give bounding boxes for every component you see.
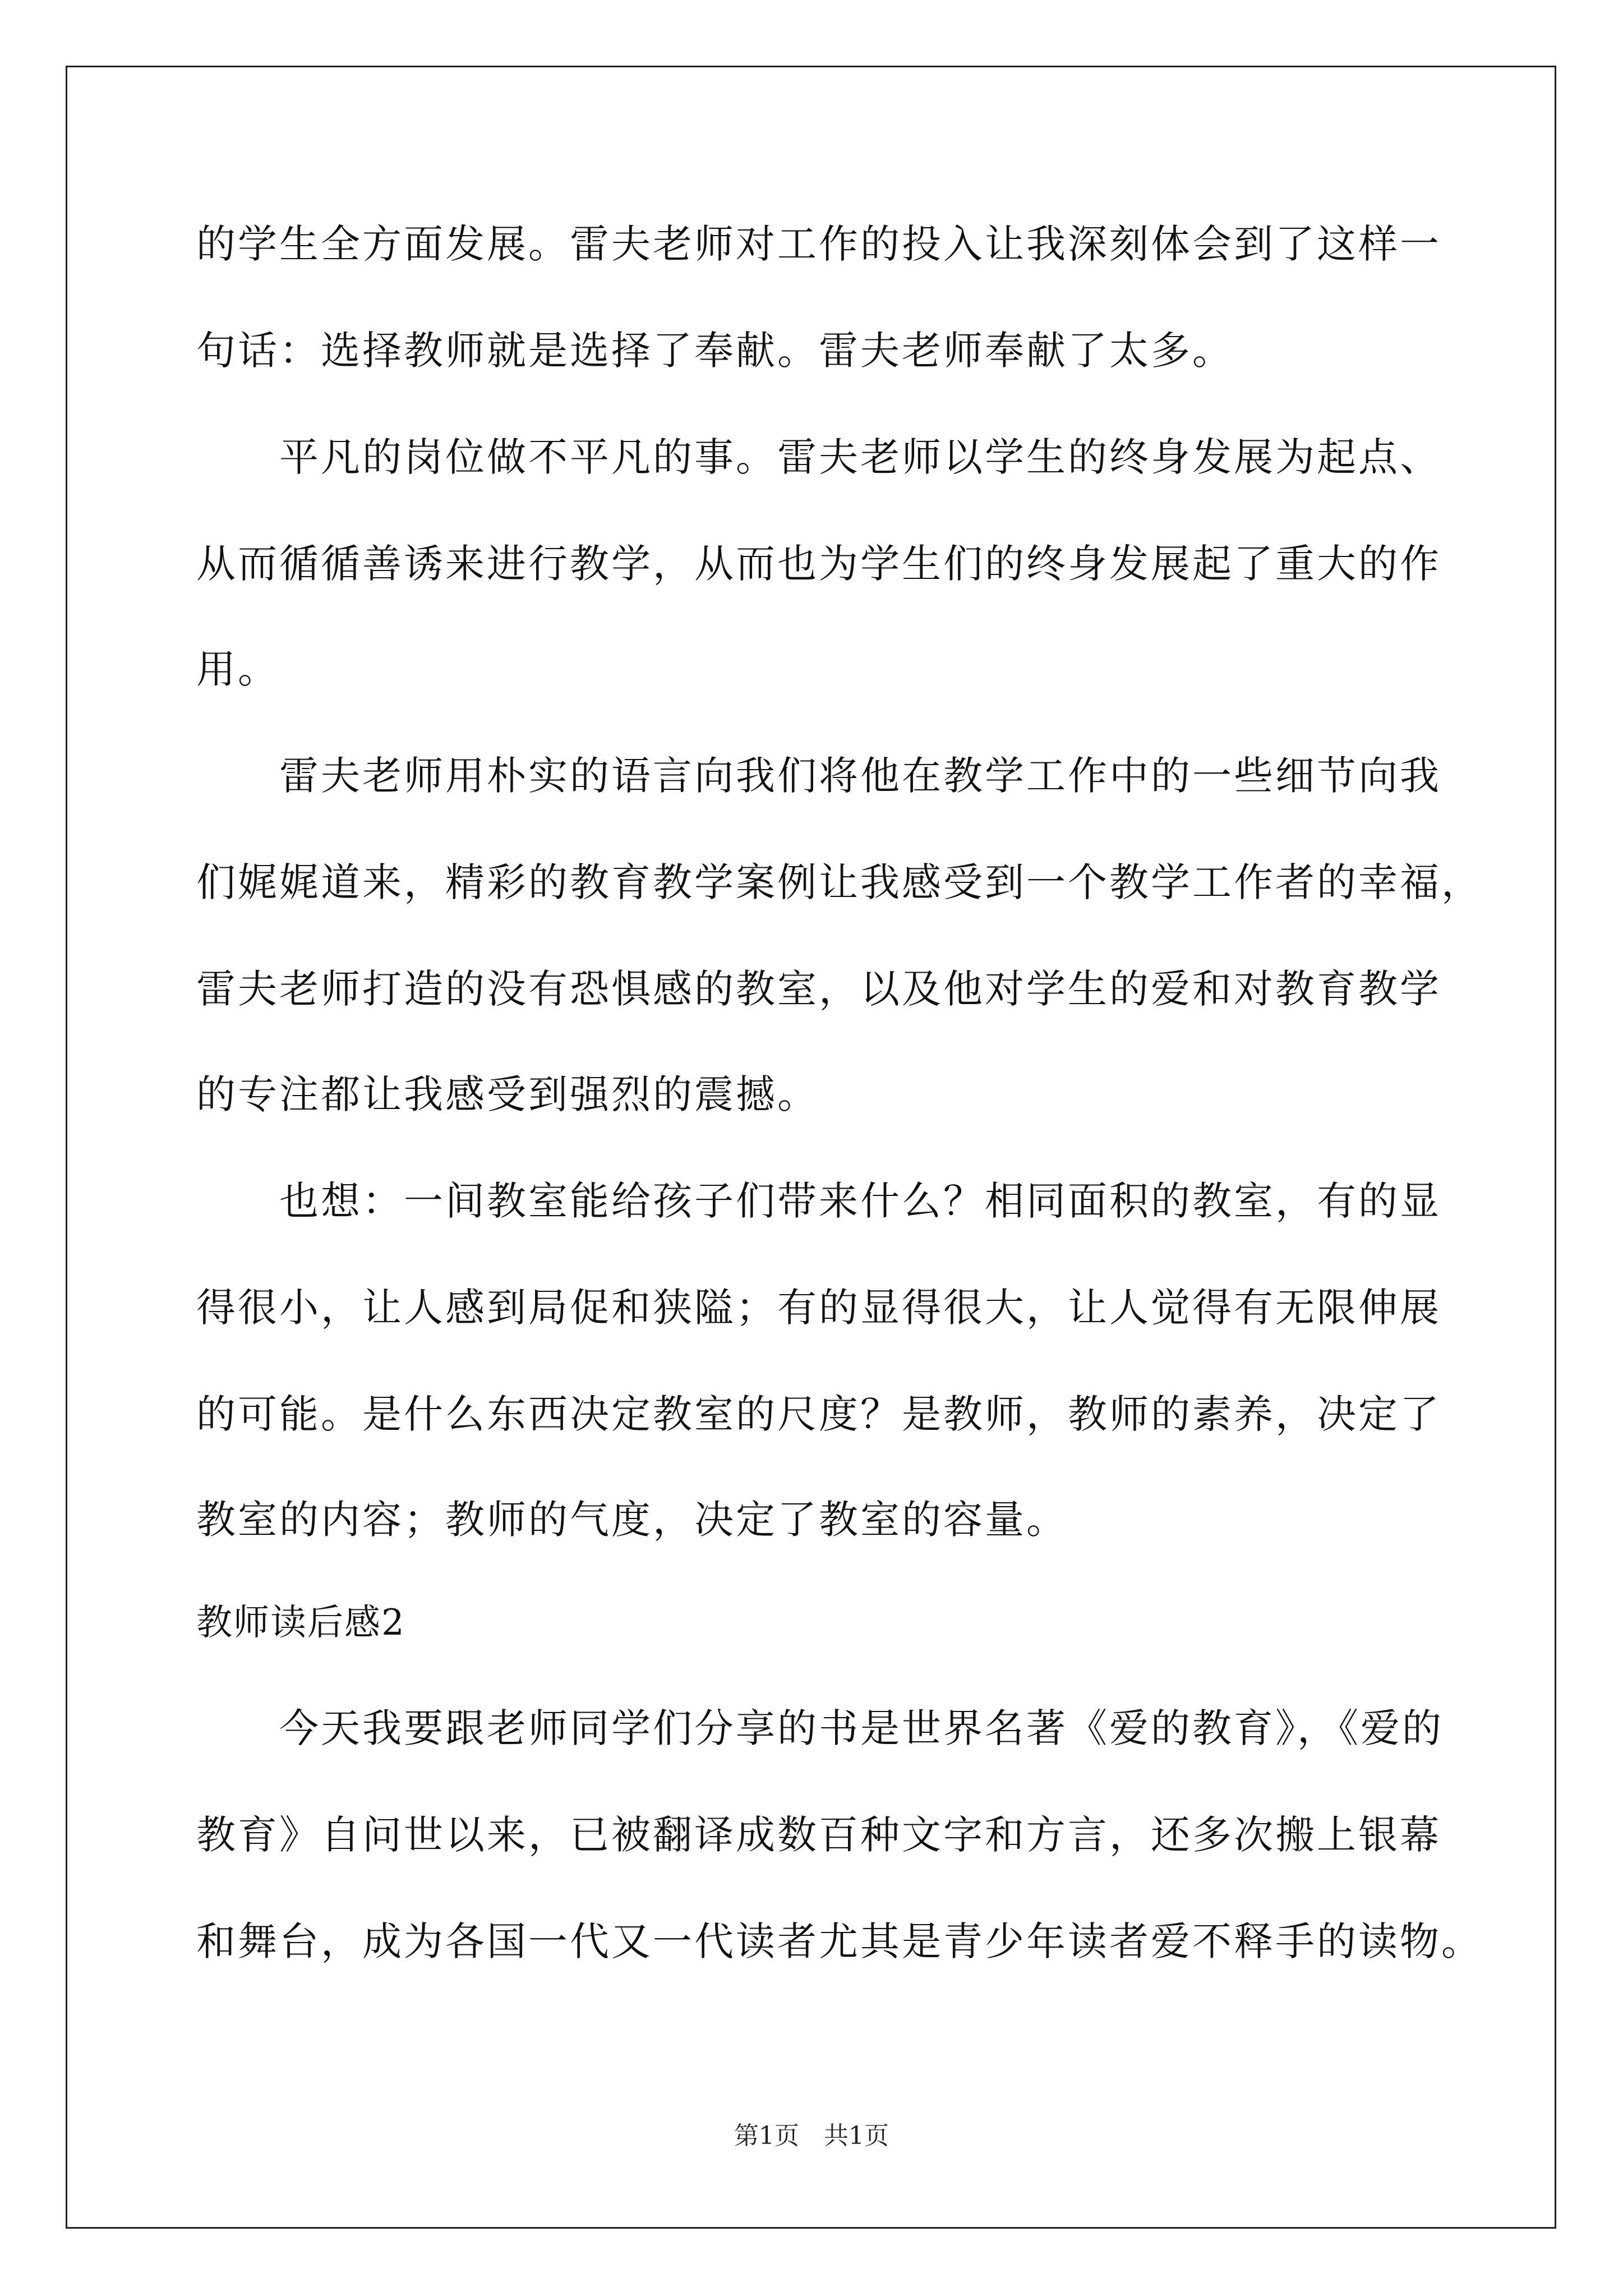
text-line: 用。	[196, 646, 279, 692]
text-line: 教育》自问世以来，已被翻译成数百种文字和方言，还多次搬上银幕	[196, 1812, 1441, 1858]
text-line: 的专注都让我感受到强烈的震撼。	[196, 1071, 819, 1117]
text-line: 得很小，让人感到局促和狭隘；有的显得很大，让人觉得有无限伸展	[196, 1285, 1441, 1331]
text-line: 的可能。是什么东西决定教室的尺度？是教师，教师的素养，决定了	[196, 1391, 1441, 1437]
text-line: 雷夫老师打造的没有恐惧感的教室，以及他对学生的爱和对教育教学	[196, 966, 1441, 1012]
page-footer: 第1页 共1页	[734, 2122, 889, 2150]
text-line: 的学生全方面发展。雷夫老师对工作的投入让我深刻体会到了这样一	[196, 221, 1441, 267]
page-border	[66, 66, 1556, 2229]
text-line: 和舞台，成为各国一代又一代读者尤其是青少年读者爱不释手的读物。	[196, 1918, 1483, 1964]
text-line: 们娓娓道来，精彩的教育教学案例让我感受到一个教学工作者的幸福，	[196, 859, 1483, 905]
text-line: 从而循循善诱来进行教学，从而也为学生们的终身发展起了重大的作	[196, 541, 1441, 587]
text-line: 也想：一间教室能给孩子们带来什么？相同面积的教室，有的显	[279, 1178, 1441, 1224]
text-line: 教室的内容；教师的气度，决定了教室的容量。	[196, 1497, 1068, 1543]
text-line: 雷夫老师用朴实的语言向我们将他在教学工作中的一些细节向我	[279, 753, 1441, 799]
text-line: 平凡的岗位做不平凡的事。雷夫老师以学生的终身发展为起点、	[279, 434, 1441, 480]
text-line: 句话：选择教师就是选择了奉献。雷夫老师奉献了太多。	[196, 328, 1234, 374]
section-title: 教师读后感2	[196, 1602, 405, 1644]
text-line: 今天我要跟老师同学们分享的书是世界名著《爱的教育》，《爱的	[279, 1705, 1444, 1751]
